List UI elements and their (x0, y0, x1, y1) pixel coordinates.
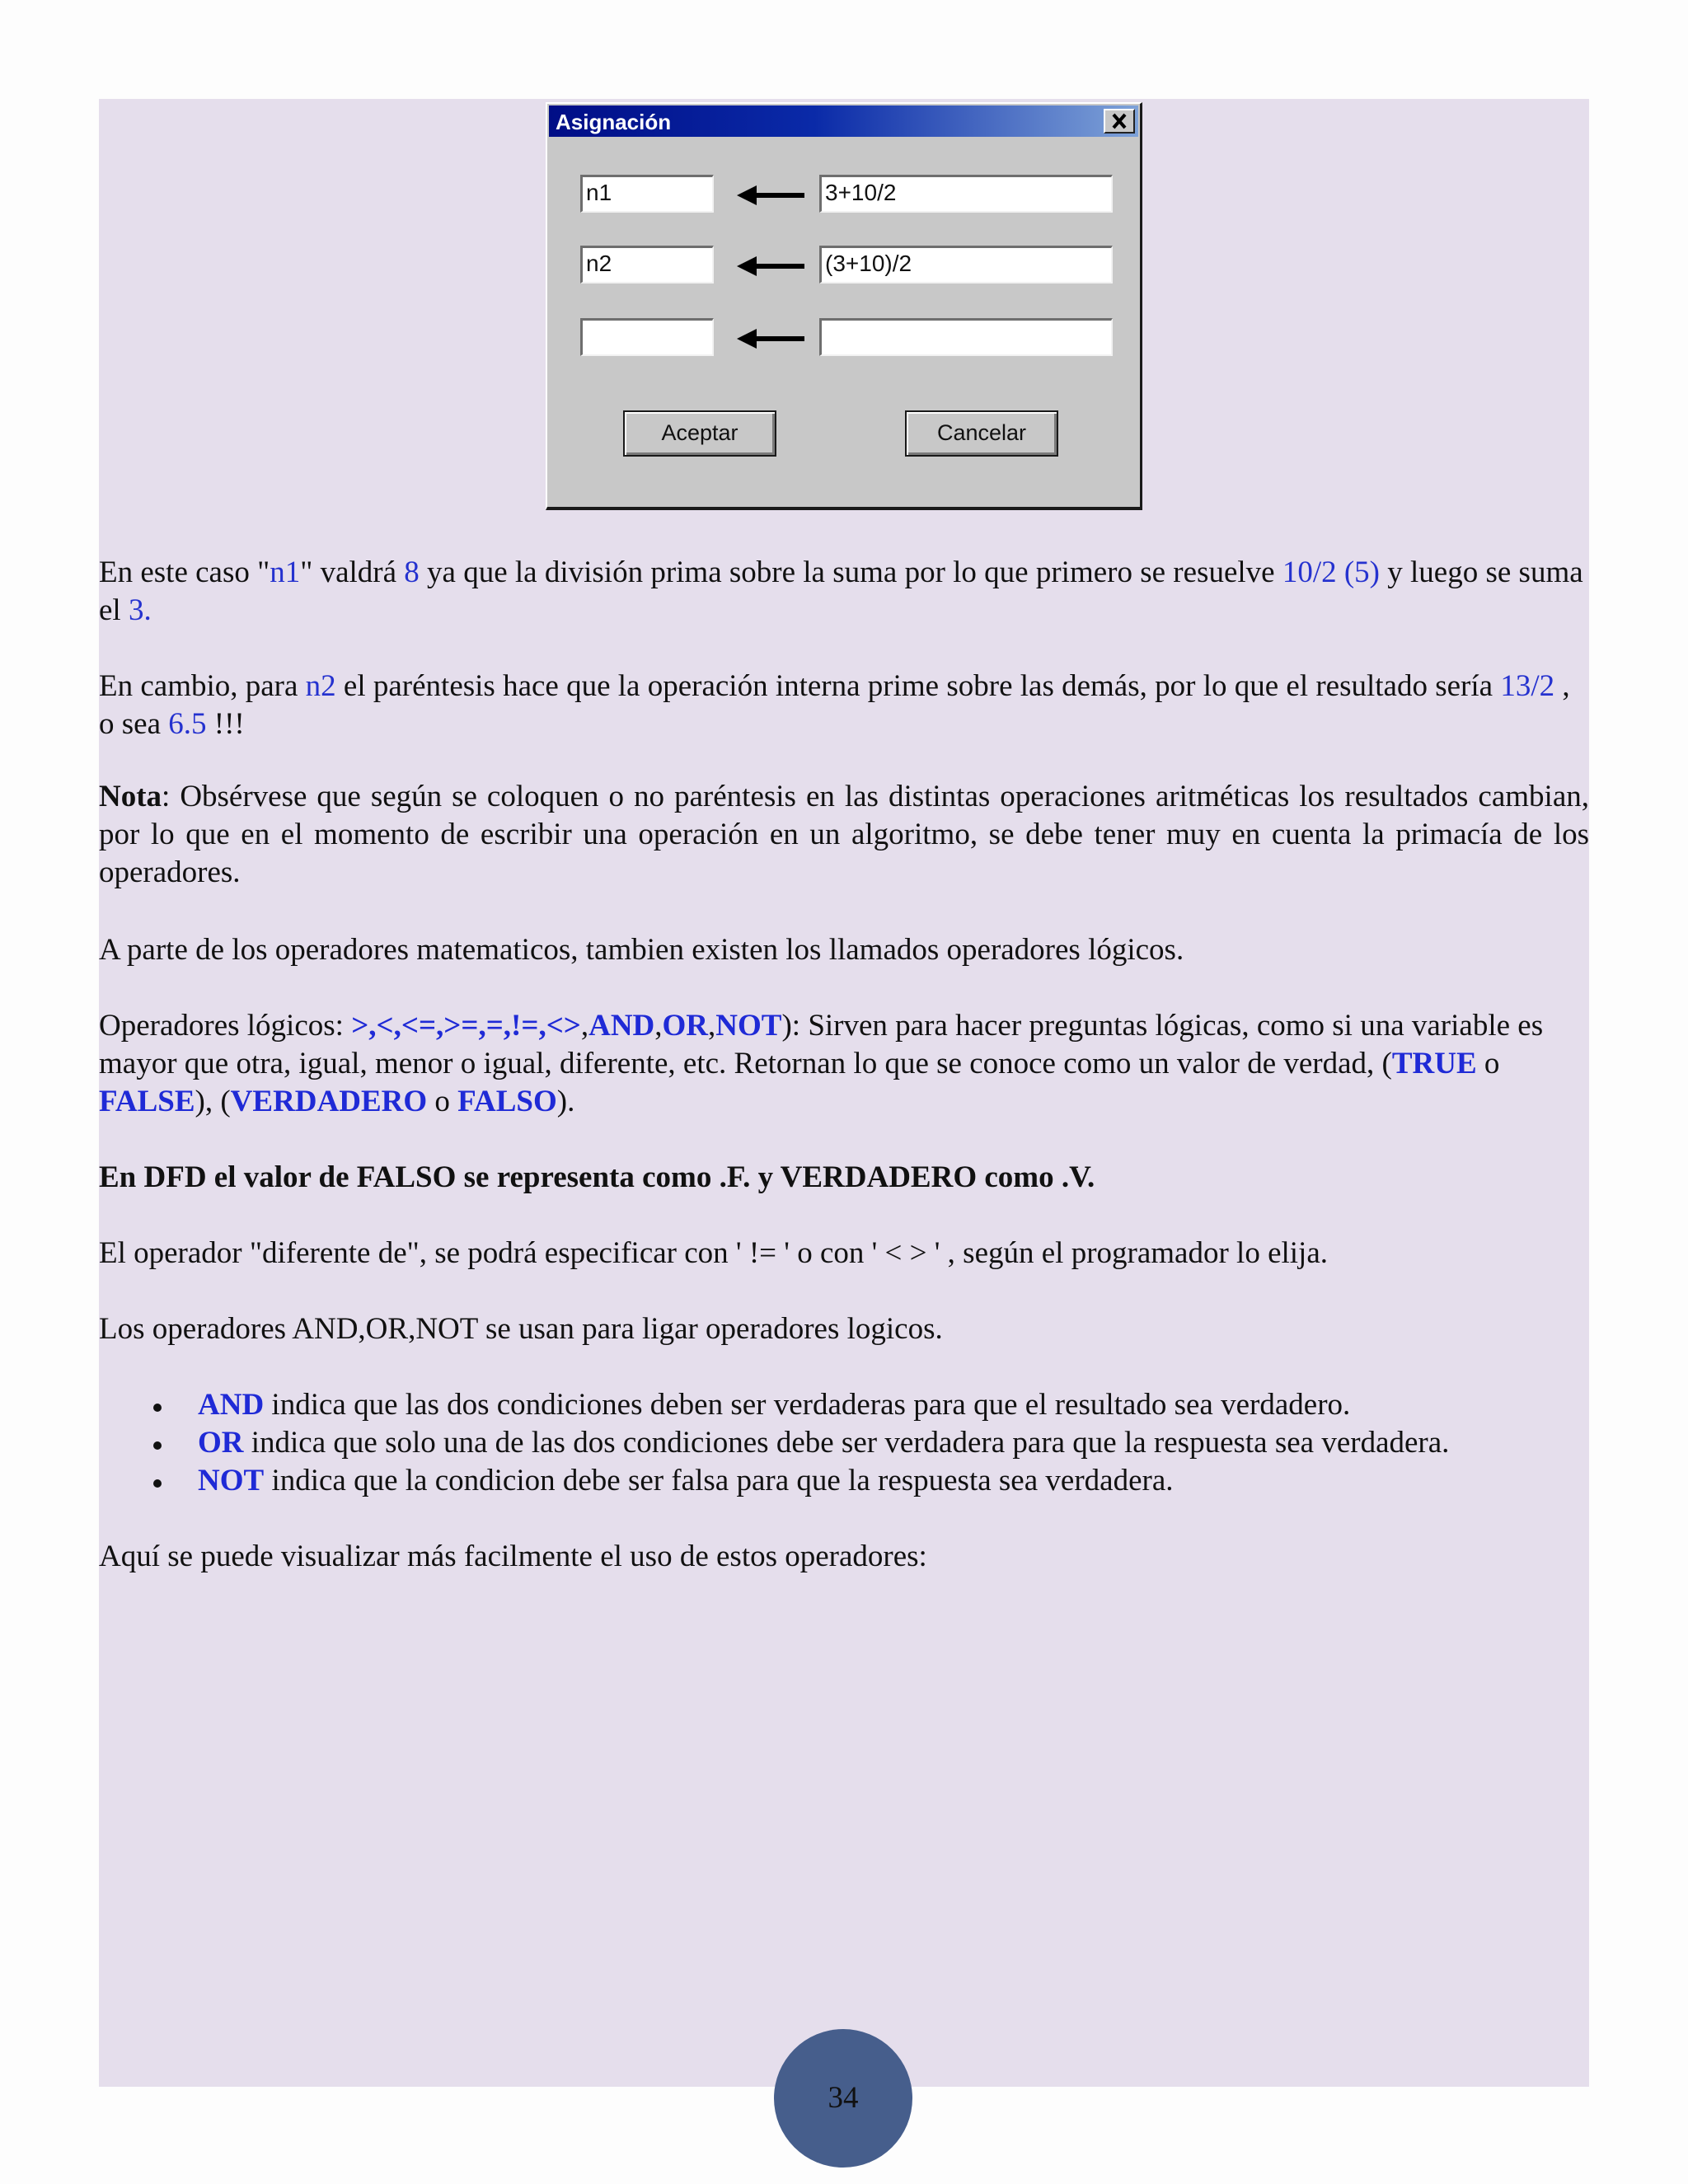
text: , (580, 1009, 589, 1043)
target-field-2[interactable]: n2 (580, 246, 714, 284)
dialog-title: Asignación (556, 110, 672, 134)
close-icon (1105, 110, 1133, 132)
logic-operators-paragraph: Los operadores AND,OR,NOT se usan para ligar operadores logicos. (99, 1312, 943, 1346)
text: En este caso " (99, 555, 270, 589)
and-operator: AND (588, 1009, 655, 1043)
note-label: Nota (99, 780, 162, 813)
bullet-and (198, 1386, 1591, 1424)
text: indica que las dos condiciones deben ser verdaderas para que el resultado sea verdadero. (264, 1388, 1351, 1422)
text: , (654, 1009, 663, 1043)
text: En cambio, para (99, 669, 306, 703)
not-operator: NOT (198, 1464, 265, 1497)
text: : Obsérvese que según se coloquen o no paréntesis en las distintas operaciones aritméticas los resultados cambian, por lo que en el momento de escribir una operación en un algoritmo, se debe tener muy en cuenta la primacía de los operadores. (99, 780, 1589, 889)
text: , (708, 1009, 716, 1043)
text: ): Sirven para hacer preguntas lógicas, como si una variable es mayor que otra, igual, menor o igual, diferente, etc. Retornan lo que se conoce como un valor de verdad, ( (99, 1009, 1544, 1080)
paragraph-n1-explanation (99, 554, 1589, 630)
bullet-dot (153, 1404, 162, 1412)
dialog-titlebar[interactable] (549, 105, 1138, 137)
division-value: 10/2 (5) (1282, 555, 1381, 589)
target-field-3[interactable] (580, 318, 714, 356)
expression-field-2[interactable]: (3+10)/2 (819, 246, 1113, 284)
assign-arrow-icon (735, 326, 806, 351)
text: ya que la división prima sobre la suma por lo que primero se resuelve (419, 555, 1282, 589)
text: o (1476, 1047, 1500, 1080)
true-value: TRUE (1391, 1047, 1477, 1080)
verdadero-value: VERDADERO (230, 1085, 428, 1118)
bullet-or (198, 1424, 1591, 1462)
assign-arrow-icon (735, 254, 806, 279)
assign-arrow-icon (735, 183, 806, 208)
different-operator-paragraph: El operador "diferente de", se podrá especificar con ' != ' o con ' < > ' , según el programador lo elija. (99, 1236, 1329, 1270)
bullet-dot (153, 1441, 162, 1450)
close-button[interactable] (1104, 109, 1135, 134)
paragraph-logical-intro: A parte de los operadores matematicos, tambien existen los llamados operadores lógicos. (99, 933, 1184, 967)
page-number: 34 (774, 2029, 912, 2168)
cancel-button[interactable]: Cancelar (905, 410, 1058, 457)
note-paragraph (99, 778, 1589, 892)
text: el paréntesis hace que la operación interna prime sobre las demás, por lo que el resultado sería (335, 669, 1501, 703)
text: ). (556, 1085, 575, 1118)
text: Operadores lógicos: (99, 1009, 352, 1043)
paragraph-logical-operators (99, 1007, 1589, 1121)
value-3: 3. (128, 593, 152, 627)
value-8: 8 (404, 555, 420, 589)
fraction-value: 13/2 (1500, 669, 1555, 703)
text: o (427, 1085, 458, 1118)
text: , o sea (99, 669, 1570, 741)
result-value: 6.5 (168, 707, 207, 741)
falso-value: FALSO (457, 1085, 557, 1118)
text: indica que solo una de las dos condiciones debe ser verdadera para que la respuesta sea verdadera. (243, 1426, 1450, 1460)
accept-button[interactable]: Aceptar (623, 410, 776, 457)
bullet-not (198, 1462, 1591, 1500)
target-field-1[interactable]: n1 (580, 175, 714, 213)
text: indica que la condicion debe ser falsa para que la respuesta sea verdadera. (264, 1464, 1174, 1497)
or-operator: OR (198, 1426, 244, 1460)
or-operator: OR (662, 1009, 709, 1043)
comparison-operators: >,<,<=,>=,=,!=,<> (351, 1009, 581, 1043)
not-operator: NOT (715, 1009, 782, 1043)
text: ), ( (195, 1085, 231, 1118)
var-n1: n1 (270, 555, 301, 589)
false-value: FALSE (99, 1085, 195, 1118)
var-n2: n2 (305, 669, 336, 703)
paragraph-n2-explanation (99, 668, 1589, 743)
text: y luego se suma el (99, 555, 1583, 627)
bullet-dot (153, 1479, 162, 1488)
expression-field-3[interactable] (819, 318, 1113, 356)
dfd-values-paragraph: En DFD el valor de FALSO se representa como .F. y VERDADERO como .V. (99, 1160, 1095, 1194)
and-operator: AND (198, 1388, 265, 1422)
text: !!! (206, 707, 245, 741)
asignacion-dialog (546, 102, 1142, 510)
text: " valdrá (300, 555, 405, 589)
visualize-paragraph: Aquí se puede visualizar más facilmente el uso de estos operadores: (99, 1540, 927, 1573)
expression-field-1[interactable]: 3+10/2 (819, 175, 1113, 213)
